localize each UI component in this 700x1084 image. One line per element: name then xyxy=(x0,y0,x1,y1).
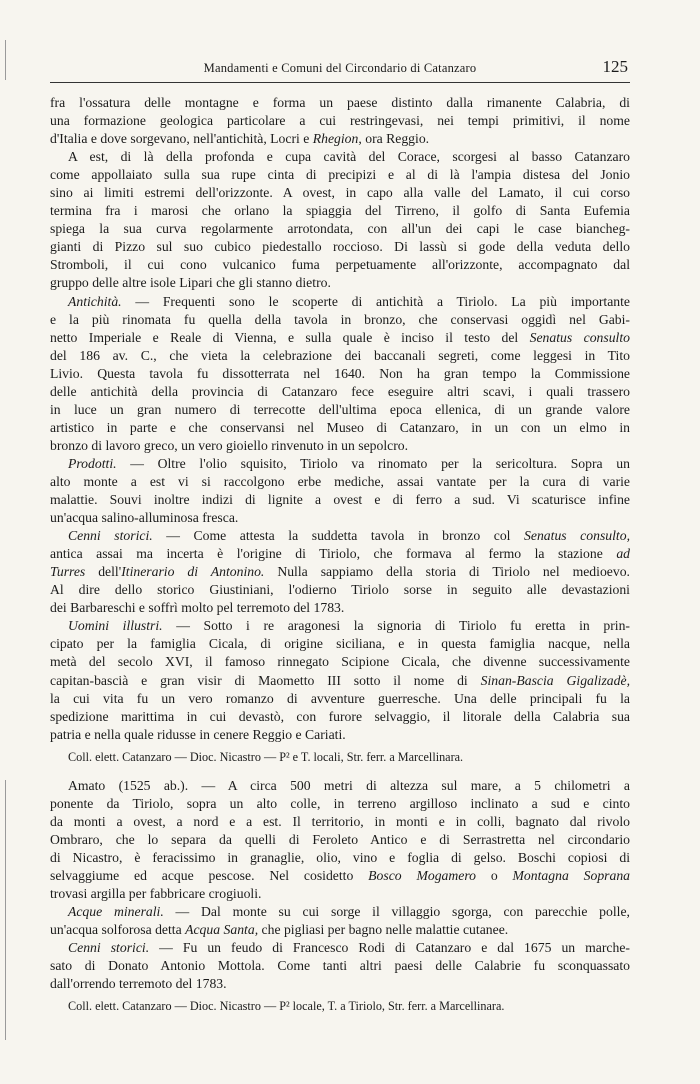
montagna-term: Montagna Soprana xyxy=(512,867,631,883)
bosco-term: Bosco Mogamero xyxy=(368,867,477,883)
text-line: del 186 av. C., che vieta la celebrazione dei baccanali segreti, come leggesi in Tito xyxy=(50,347,630,363)
text-line: in luce un gran numero di terrecotte dell'ultima epoca ellenica, di un grande valore xyxy=(50,401,630,417)
text-line: Acque minerali. — Dal monte su cui sorge il villaggio sgorga, con parecchie polle, xyxy=(68,904,630,920)
text-line: la cui vita fu un vero romanzo di avventure guerresche. Una delle principali fu la xyxy=(50,690,630,706)
text-line: Amato (1525 ab.). — A circa 500 metri di altezza sul mare, a 5 chilometri a xyxy=(68,777,630,793)
paragraph-amato-cenni xyxy=(50,939,630,993)
page-header xyxy=(50,58,630,83)
text-line: A est, di là della profonda e cupa cavità del Corace, scorgesi al basso Catanzaro xyxy=(68,149,630,165)
text-line: Uomini illustri. — Sotto i re aragonesi la signoria di Tiriolo fu eretta in prin- xyxy=(68,618,630,634)
tiriolo-footnote: Coll. elett. Catanzaro — Dioc. Nicastro — P² e T. locali, Str. ferr. a Marcellinara. xyxy=(68,749,464,764)
text-line: metà del secolo XVI, il famoso rinnegato Scipione Cicala, che divenne successivamente xyxy=(50,654,630,670)
text-line: gruppo delle altre isole Lipari che gli stanno dietro. xyxy=(50,275,331,291)
text-line: malattie. Souvi inoltre indizi di lignite a ovest e di ferro a sud. Vi scaturisce infine xyxy=(50,492,630,508)
paragraph-prodotti xyxy=(50,455,630,527)
paragraph-intro xyxy=(50,94,630,148)
text-line: antica assai ma incerta è l'origine di Tiriolo, che formava al fermo la stazione ad xyxy=(50,546,630,562)
text-line: bronzo di lavoro greco, un vero gioiello rinvenuto in un sepolcro. xyxy=(50,437,409,453)
text-line: netto Imperiale e Reale di Vienna, e sulla quale è inciso il testo del Senatus consulto xyxy=(50,329,630,345)
senatus-term: Senatus consulto xyxy=(529,329,630,345)
section-label-cenni: Cenni storici. xyxy=(68,940,150,956)
text-line: alto monte a est vi si raccolgono erbe mediche, assai vantate per la cura di varie xyxy=(50,473,630,489)
text-line: artistico in parte e che conservansi nel Museo di Catanzaro, in un con un elmo in xyxy=(50,419,630,435)
rhegion-term: Rhegion xyxy=(312,131,359,147)
text-line: spedizione marittima in cui devastò, con furore selvaggio, il litorale della Calabria sua xyxy=(50,708,630,724)
text-line: e la più rinomata fu quella della tavola in bronzo, che conservasi oggidì nel Gabi- xyxy=(50,311,630,327)
paragraph-antichita xyxy=(50,293,630,455)
text-line: sato di Donato Antonio Mottola. Come tanti altri paesi delle Calabrie fu sconquassato xyxy=(50,958,630,974)
text-line: sino ai limiti estremi dell'orizzonte. A ovest, in capo alla valle del Lamato, il cui corso xyxy=(50,185,630,201)
text-line: da monti a ovest, a nord e a est. Il territorio, in monti e in colli, bagnato dal rivolo xyxy=(50,813,630,829)
text-line: capitan-bascià e gran visir di Maometto III sotto il nome di Sinan-Bascia Gigalizadè, xyxy=(50,672,630,688)
text-line: spiega la sua curva regolarmente arrotondata, con all'un dei capi le case biancheg- xyxy=(50,221,630,237)
acqua-santa-term: Acqua Santa, xyxy=(185,922,259,938)
entry-heading-amato: Amato (1525 ab.). xyxy=(68,777,189,793)
section-label-antichita: Antichità. xyxy=(68,293,122,309)
text-line: gianti di Pizzo sul suo cubico piedestallo roccioso. Di lassù si gode della veduta dello xyxy=(50,239,630,255)
text-line: Al dire dello storico Giustiniani, l'odierno Tiriolo sorse in seguito alle devastazioni xyxy=(50,582,630,598)
text-line: Prodotti. — Oltre l'olio squisito, Tiriolo va rinomato per la sericoltura. Sopra un xyxy=(68,455,630,471)
text-line: un'acqua salino-alluminosa fresca. xyxy=(50,510,239,526)
text-line: dei Barbareschi e soffrì molto pel terremoto del 1783. xyxy=(50,600,345,616)
section-label-prodotti: Prodotti. xyxy=(68,455,117,471)
text-line: Turres dell'Itinerario di Antonino. Nulla sappiamo della storia di Tiriolo nel medioevo. xyxy=(50,564,630,580)
paragraph-cenni-storici xyxy=(50,527,630,617)
text-line: Cenni storici. — Come attesta la suddetta tavola in bronzo col Senatus consulto, xyxy=(68,528,630,544)
paragraph-amato xyxy=(50,777,630,903)
paragraph-view xyxy=(50,148,630,292)
text-line: Cenni storici. — Fu un feudo di Francesco Rodi di Catanzaro e dal 1675 un marche- xyxy=(68,940,630,956)
text-line: di Nicastro, è feracissimo in granaglie, olio, vino e foglia di gelso. Boschi copiosi di xyxy=(50,849,630,865)
margin-mark-bottom xyxy=(5,780,6,1040)
text-line: trovasi argilla per fabbricare crogiuoli. xyxy=(50,885,262,901)
sinan-term: Sinan-Bascia Gigalizadè, xyxy=(480,672,630,688)
section-label-acque: Acque minerali. xyxy=(68,904,164,920)
section-label-uomini: Uomini illustri. xyxy=(68,618,163,634)
margin-mark-top xyxy=(5,40,6,80)
ad-term: ad xyxy=(616,546,630,562)
text-line: Livio. Questa tavola fu dissotterrata nel 1640. Non ha gran tempo la Commissione xyxy=(50,365,630,381)
page-number: 125 xyxy=(602,57,628,76)
text-line: patria e nella quale ridusse in cenere Reggio e Cariati. xyxy=(50,726,346,742)
section-label-cenni: Cenni storici. xyxy=(68,528,153,544)
text-line: dall'orrendo terremoto del 1783. xyxy=(50,976,227,992)
text-line: fra l'ossatura delle montagne e forma un paese distinto dalla rimanente Calabria, di xyxy=(50,95,630,110)
paragraph-acque-minerali xyxy=(50,903,630,939)
text-line: selvaggiume ed acque pescose. Nel cosidetto Bosco Mogamero o Montagna Soprana xyxy=(50,867,631,883)
text-line: Stromboli, il cui cono vulcanico fuma perpetuamente all'orizzonte, accompagnato dal xyxy=(50,257,630,273)
text-line: ponente da Tiriolo, sopra un alto colle, in terreno argilloso inclinato a sud e cinto xyxy=(50,795,630,811)
page-body xyxy=(50,94,630,1026)
running-title: Mandamenti e Comuni del Circondario di Catanzaro xyxy=(203,61,477,75)
text-line: Antichità. — Frequenti sono le scoperte di antichità a Tiriolo. La più importante xyxy=(68,293,630,309)
senatus-term: Senatus consulto, xyxy=(524,528,630,544)
turres-term: Turres xyxy=(50,564,86,580)
text-line: come appollaiato sulla sua rupe cinta di precipizi e al di là l'ampia distesa del Jonio xyxy=(50,167,630,183)
itinerario-term: Itinerario di Antonino. xyxy=(121,564,265,580)
text-line: termina fra i marosi che orlano la spiaggia del Tirreno, il golfo di Santa Eufemia xyxy=(50,203,630,219)
text-line: una formazione geologica particolare a cui restringevasi, nei tempi primitivi, il nome xyxy=(50,113,630,129)
text-line: un'acqua solforosa detta Acqua Santa, che pigliasi per bagno nelle malattie cutanee. xyxy=(50,922,509,938)
text-line: cipato per la famiglia Cicala, di origine siciliana, e in questa famiglia nacque, nella xyxy=(50,636,630,652)
paragraph-uomini-illustri xyxy=(50,617,630,743)
amato-footnote: Coll. elett. Catanzaro — Dioc. Nicastro — P² locale, T. a Tiriolo, Str. ferr. a Marcellinara. xyxy=(68,999,505,1014)
text-line: d'Italia e dove sorgevano, nell'antichità, Locri e Rhegion, ora Reggio. xyxy=(50,131,430,147)
text-line: Ombraro, che lo separa da quelli di Feroleto Antico e di Serrastretta nel circondario xyxy=(50,831,630,847)
text-line: delle antichità della provincia di Catanzaro fece eseguire altri scavi, i quali trassero xyxy=(50,383,630,399)
